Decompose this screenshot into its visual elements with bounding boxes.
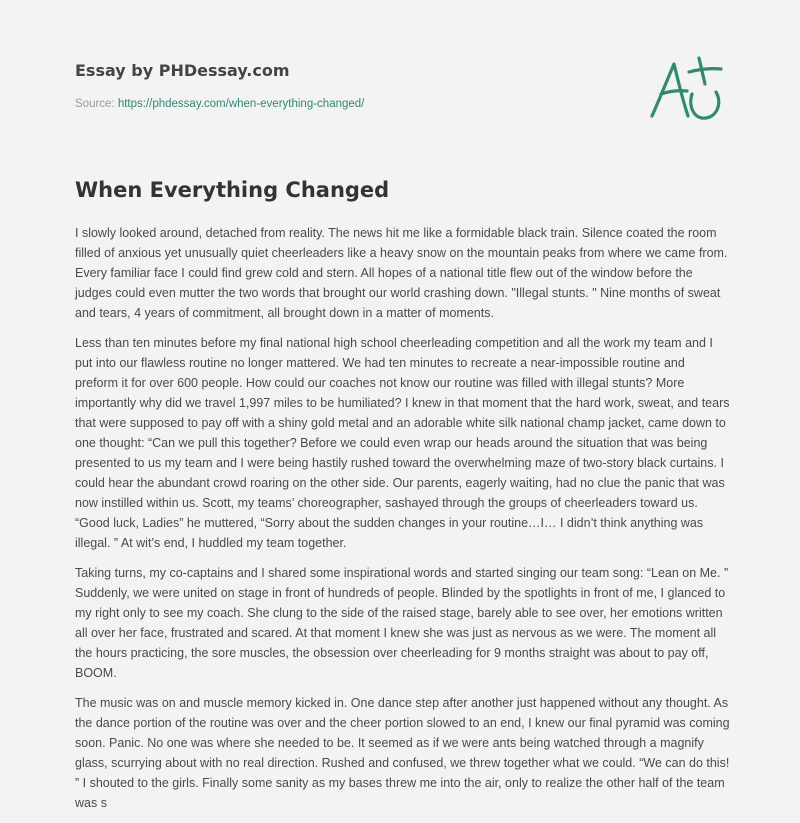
source-line: [75, 96, 635, 112]
source-label: Source:: [75, 98, 118, 110]
essay-paragraph: Taking turns, my co-captains and I shared some inspirational words and started singing our team song: “Lean on Me. ” Suddenly, we were united on stage in front of hundreds of people. Blinded by the spotlights in front of me, I glanced to my right only to see my coach. She clung to the side of the raised stage, barely able to see over, her emotions written all over her face, frustrated and scared. At that moment I knew she was just as nervous as we were. The moment all the hours practicing, the sore muscles, the obsession over cheerleading for 9 months straight was about to pay off, BOOM.: [75, 566, 729, 680]
essay-paragraph: I slowly looked around, detached from reality. The news hit me like a formidable black train. Silence coated the room filled of anxious yet unusually quiet cheerleaders like a heavy snow on the mountain peaks from where we came from. Every familiar face I could find grew cold and stern. All hopes of a national title flew out of the window before the judges could even mutter the two words that brought our world crashing down. "Illegal stunts. " Nine months of sweat and tears, 4 years of commitment, all brought down in a matter of moments.: [75, 226, 728, 320]
page-header: [75, 60, 635, 112]
essay-paragraph: Less than ten minutes before my final national high school cheerleading competition and all the work my team and I put into our flawless routine no longer mattered. We had ten minutes to recreate a near-impossible routine and preform it for over 600 people. How could our coaches not know our routine was filled with illegal stunts? More importantly why did we travel 1,997 miles to be humiliated? I knew in that moment that the hard work, sweat, and tears that were supposed to pay off with a shiny gold metal and an adorable white silk national champ jacket, came down to one thought: “Can we pull this together? Before we could even wrap our heads around the situation that was being presented to us my team and I were being hastily rushed toward the overwhelming maze of two-story black curtains. I could hear the abundant crowd roaring on the other side. Our parents, eagerly waiting, had no clue the panic that was now instilled within us. Scott, my teams’ choreographer, sashayed through the groups of cheerleaders toward us. “Good luck, Ladies” he muttered, “Sorry about the sudden changes in your routine…I… I didn’t think anything was illegal. ” At wit’s end, I huddled my team together.: [75, 336, 730, 550]
essay-paragraph: The music was on and muscle memory kicked in. One dance step after another just happened without any thought. As the dance portion of the routine was over and the cheer portion slowed to an end, I knew our final pyramid was coming soon. Panic. No one was where she needed to be. It seemed as if we were ants being watched through a magnify glass, scurrying about with no real direction. Rushed and confused, we threw together what we could. “We can do this! ” I shouted to the girls. Finally some sanity as my bases threw me into the air, only to realize the other half of the team was s: [75, 696, 730, 810]
essay-article: [75, 176, 731, 823]
a-plus-grade-icon: [642, 50, 732, 130]
essay-title: When Everything Changed: [75, 178, 390, 202]
site-title: Essay by PHDessay.com: [75, 61, 290, 80]
source-link[interactable]: https://phdessay.com/when-everything-changed/: [117, 98, 365, 110]
